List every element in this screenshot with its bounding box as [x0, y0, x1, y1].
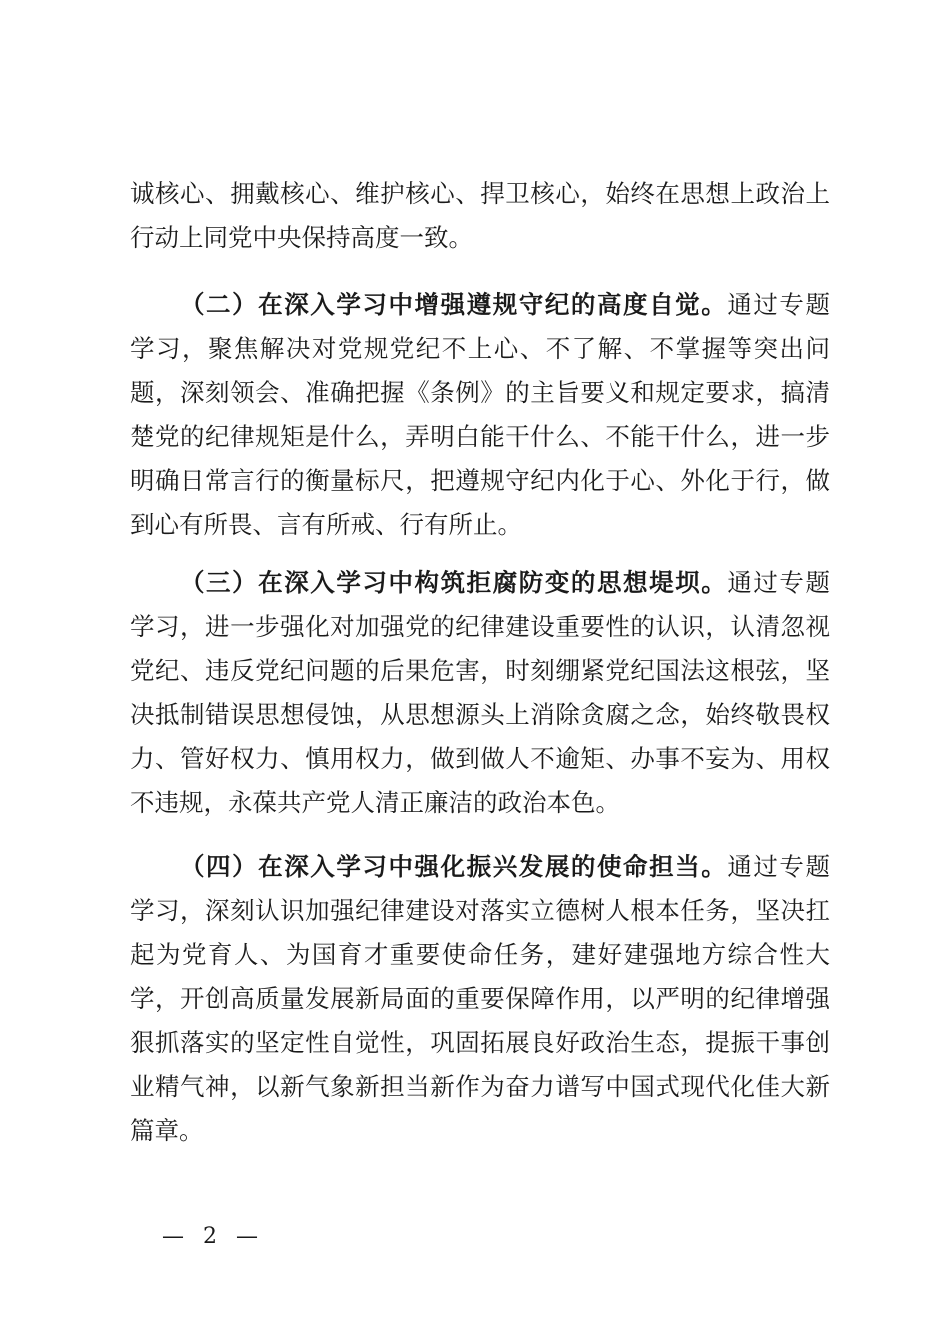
text-line: 不违规，永葆共产党人清正廉洁的政治本色。: [130, 788, 620, 817]
text-line: 业精气神，以新气象新担当新作为奋力谱写中国式现代化佳大新: [130, 1072, 830, 1101]
text-line: 到心有所畏、言有所戒、行有所止。: [130, 510, 522, 539]
text-line: 明确日常言行的衡量标尺，把遵规守纪内化于心、外化于行，做: [130, 466, 830, 495]
paragraph-continuation: [130, 172, 830, 260]
text-line: 起为党育人、为国育才重要使命任务，建好建强地方综合性大: [130, 940, 830, 969]
text-line: 篇章。: [130, 1116, 204, 1145]
text-line: 狠抓落实的坚定性自觉性，巩固拓展良好政治生态，提振干事创: [130, 1028, 830, 1057]
text-line: 行动上同党中央保持高度一致。: [130, 223, 473, 252]
text-line: 力、管好权力、慎用权力，做到做人不逾矩、办事不妄为、用权: [130, 744, 830, 773]
text-line: 学习，进一步强化对加强党的纪律建设重要性的认识，认清忽视: [130, 612, 830, 641]
text-line: 诚核心、拥戴核心、维护核心、捍卫核心，始终在思想上政治上: [130, 179, 830, 208]
page-number: — 2 —: [162, 1224, 264, 1249]
text-line: 学，开创高质量发展新局面的重要保障作用，以严明的纪律增强: [130, 984, 830, 1013]
text-line: 决抵制错误思想侵蚀，从思想源头上消除贪腐之念，始终敬畏权: [130, 700, 830, 729]
text-line: 学习，深刻认识加强纪律建设对落实立德树人根本任务，坚决扛: [130, 896, 830, 925]
text-line-first: [130, 561, 830, 605]
section-heading: （二）在深入学习中增强遵规守纪的高度自觉。: [180, 290, 728, 319]
text-line: 楚党的纪律规矩是什么，弄明白能干什么、不能干什么，进一步: [130, 422, 830, 451]
section-heading: （三）在深入学习中构筑拒腐防变的思想堤坝。: [180, 568, 728, 597]
text-run: 通过专题: [727, 852, 830, 881]
text-line-first: [130, 845, 830, 889]
section-heading: （四）在深入学习中强化振兴发展的使命担当。: [180, 852, 728, 881]
paragraph-section-2: [130, 283, 830, 547]
text-run: 通过专题: [727, 568, 830, 597]
text-line-first: [130, 283, 830, 327]
paragraph-section-4: [130, 845, 830, 1153]
text-line: 党纪、违反党纪问题的后果危害，时刻绷紧党纪国法这根弦，坚: [130, 656, 830, 685]
text-run: 通过专题: [727, 290, 830, 319]
text-line: 学习，聚焦解决对党规党纪不上心、不了解、不掌握等突出问: [130, 334, 830, 363]
paragraph-section-3: [130, 561, 830, 825]
text-line: 题，深刻领会、准确把握《条例》的主旨要义和规定要求，搞清: [130, 378, 830, 407]
